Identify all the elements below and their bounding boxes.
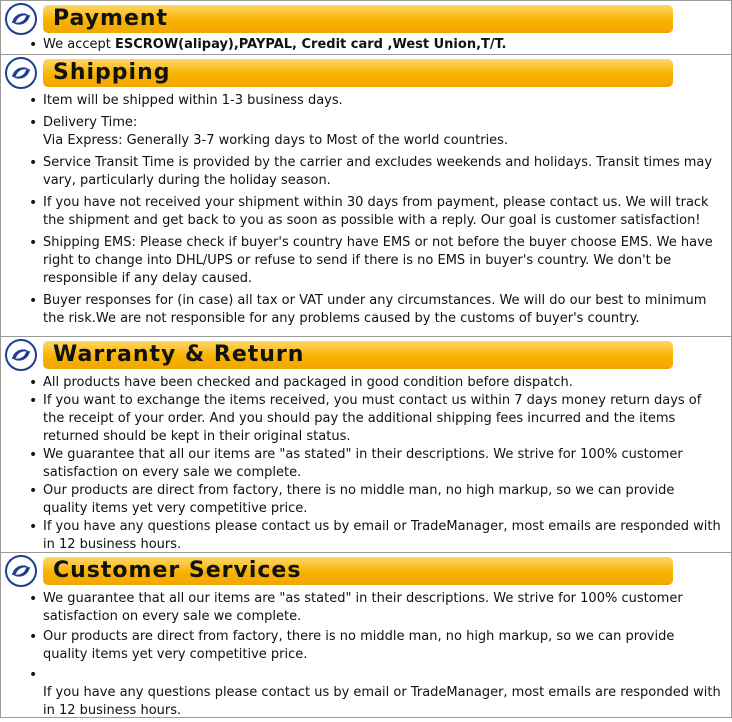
payment-prefix: We accept bbox=[43, 37, 115, 52]
list-item bbox=[43, 36, 721, 54]
warranty-title-bar bbox=[43, 341, 673, 369]
list-item: • We guarantee that all our items are "as stated" in their descriptions. We strive for 100% customer satisfaction on every sale we complete. bbox=[43, 590, 721, 626]
customer-services-title: Customer Services bbox=[53, 558, 302, 583]
list-item: • Buyer responses for (in case) all tax or VAT under any circumstances. We will do our best to minimum the risk.We are not responsible for any problems caused by the customs of buyer's country. bbox=[43, 292, 721, 328]
swirl-logo-icon bbox=[5, 339, 37, 371]
customer-services-list bbox=[1, 590, 721, 722]
list-item: • Shipping EMS: Please check if buyer's country have EMS or not before the buyer choose EMS. We have right to change into DHL/UPS or refuse to send if there is no EMS in buyer's country. We don't be responsible if any delay caused. bbox=[43, 234, 721, 288]
shipping-header bbox=[5, 57, 673, 89]
warranty-header bbox=[5, 339, 673, 371]
shipping-list bbox=[1, 92, 721, 332]
list-item: • If you have any questions please contact us by email or TradeManager, most emails are responded with in 12 business hours. bbox=[43, 518, 721, 554]
delivery-time-detail: Via Express: Generally 3-7 working days to Most of the world countries. bbox=[43, 133, 509, 148]
customer-services-section bbox=[1, 552, 731, 718]
shipping-title: Shipping bbox=[53, 60, 171, 85]
list-item: • We guarantee that all our items are "as stated" in their descriptions. We strive for 100% customer satisfaction on every sale we complete. bbox=[43, 446, 721, 482]
shipping-title-bar bbox=[43, 59, 673, 87]
list-item bbox=[43, 666, 721, 720]
payment-section bbox=[1, 1, 731, 53]
warranty-title: Warranty & Return bbox=[53, 342, 305, 367]
payment-title-bar bbox=[43, 5, 673, 33]
swirl-logo-icon bbox=[5, 57, 37, 89]
list-item: • If you want to exchange the items received, you must contact us within 7 days money return days of the receipt of your order. And you should pay the additional shipping fees incurred and the items returned should be kept in their original status. bbox=[43, 392, 721, 446]
warranty-list bbox=[1, 374, 721, 554]
customer-services-header bbox=[5, 555, 673, 587]
shipping-section bbox=[1, 54, 731, 336]
payment-methods: ESCROW(alipay),PAYPAL, Credit card ,West Union,T/T. bbox=[114, 37, 507, 52]
contact-text: If you have any questions please contact us by email or TradeManager, most emails are responded with in 12 business hours. bbox=[43, 685, 721, 718]
list-item: • Our products are direct from factory, there is no middle man, no high markup, so we can provide quality items yet very competitive price. bbox=[43, 628, 721, 664]
list-item bbox=[43, 114, 721, 150]
list-item: • All products have been checked and packaged in good condition before dispatch. bbox=[43, 374, 721, 392]
warranty-section bbox=[1, 336, 731, 552]
list-item: • Our products are direct from factory, there is no middle man, no high markup, so we can provide quality items yet very competitive price. bbox=[43, 482, 721, 518]
payment-list bbox=[1, 36, 721, 54]
swirl-logo-icon bbox=[5, 555, 37, 587]
list-item: • Item will be shipped within 1-3 business days. bbox=[43, 92, 721, 110]
payment-header bbox=[5, 3, 673, 35]
swirl-logo-icon bbox=[5, 3, 37, 35]
list-item: • Service Transit Time is provided by the carrier and excludes weekends and holidays. Transit times may vary, particularly during the holiday season. bbox=[43, 154, 721, 190]
list-item: • If you have not received your shipment within 30 days from payment, please contact us. We will track the shipment and get back to you as soon as possible with a reply. Our goal is customer satisfaction! bbox=[43, 194, 721, 230]
customer-services-title-bar bbox=[43, 557, 673, 585]
payment-title: Payment bbox=[53, 6, 169, 31]
delivery-time-label: Delivery Time: bbox=[43, 115, 138, 130]
